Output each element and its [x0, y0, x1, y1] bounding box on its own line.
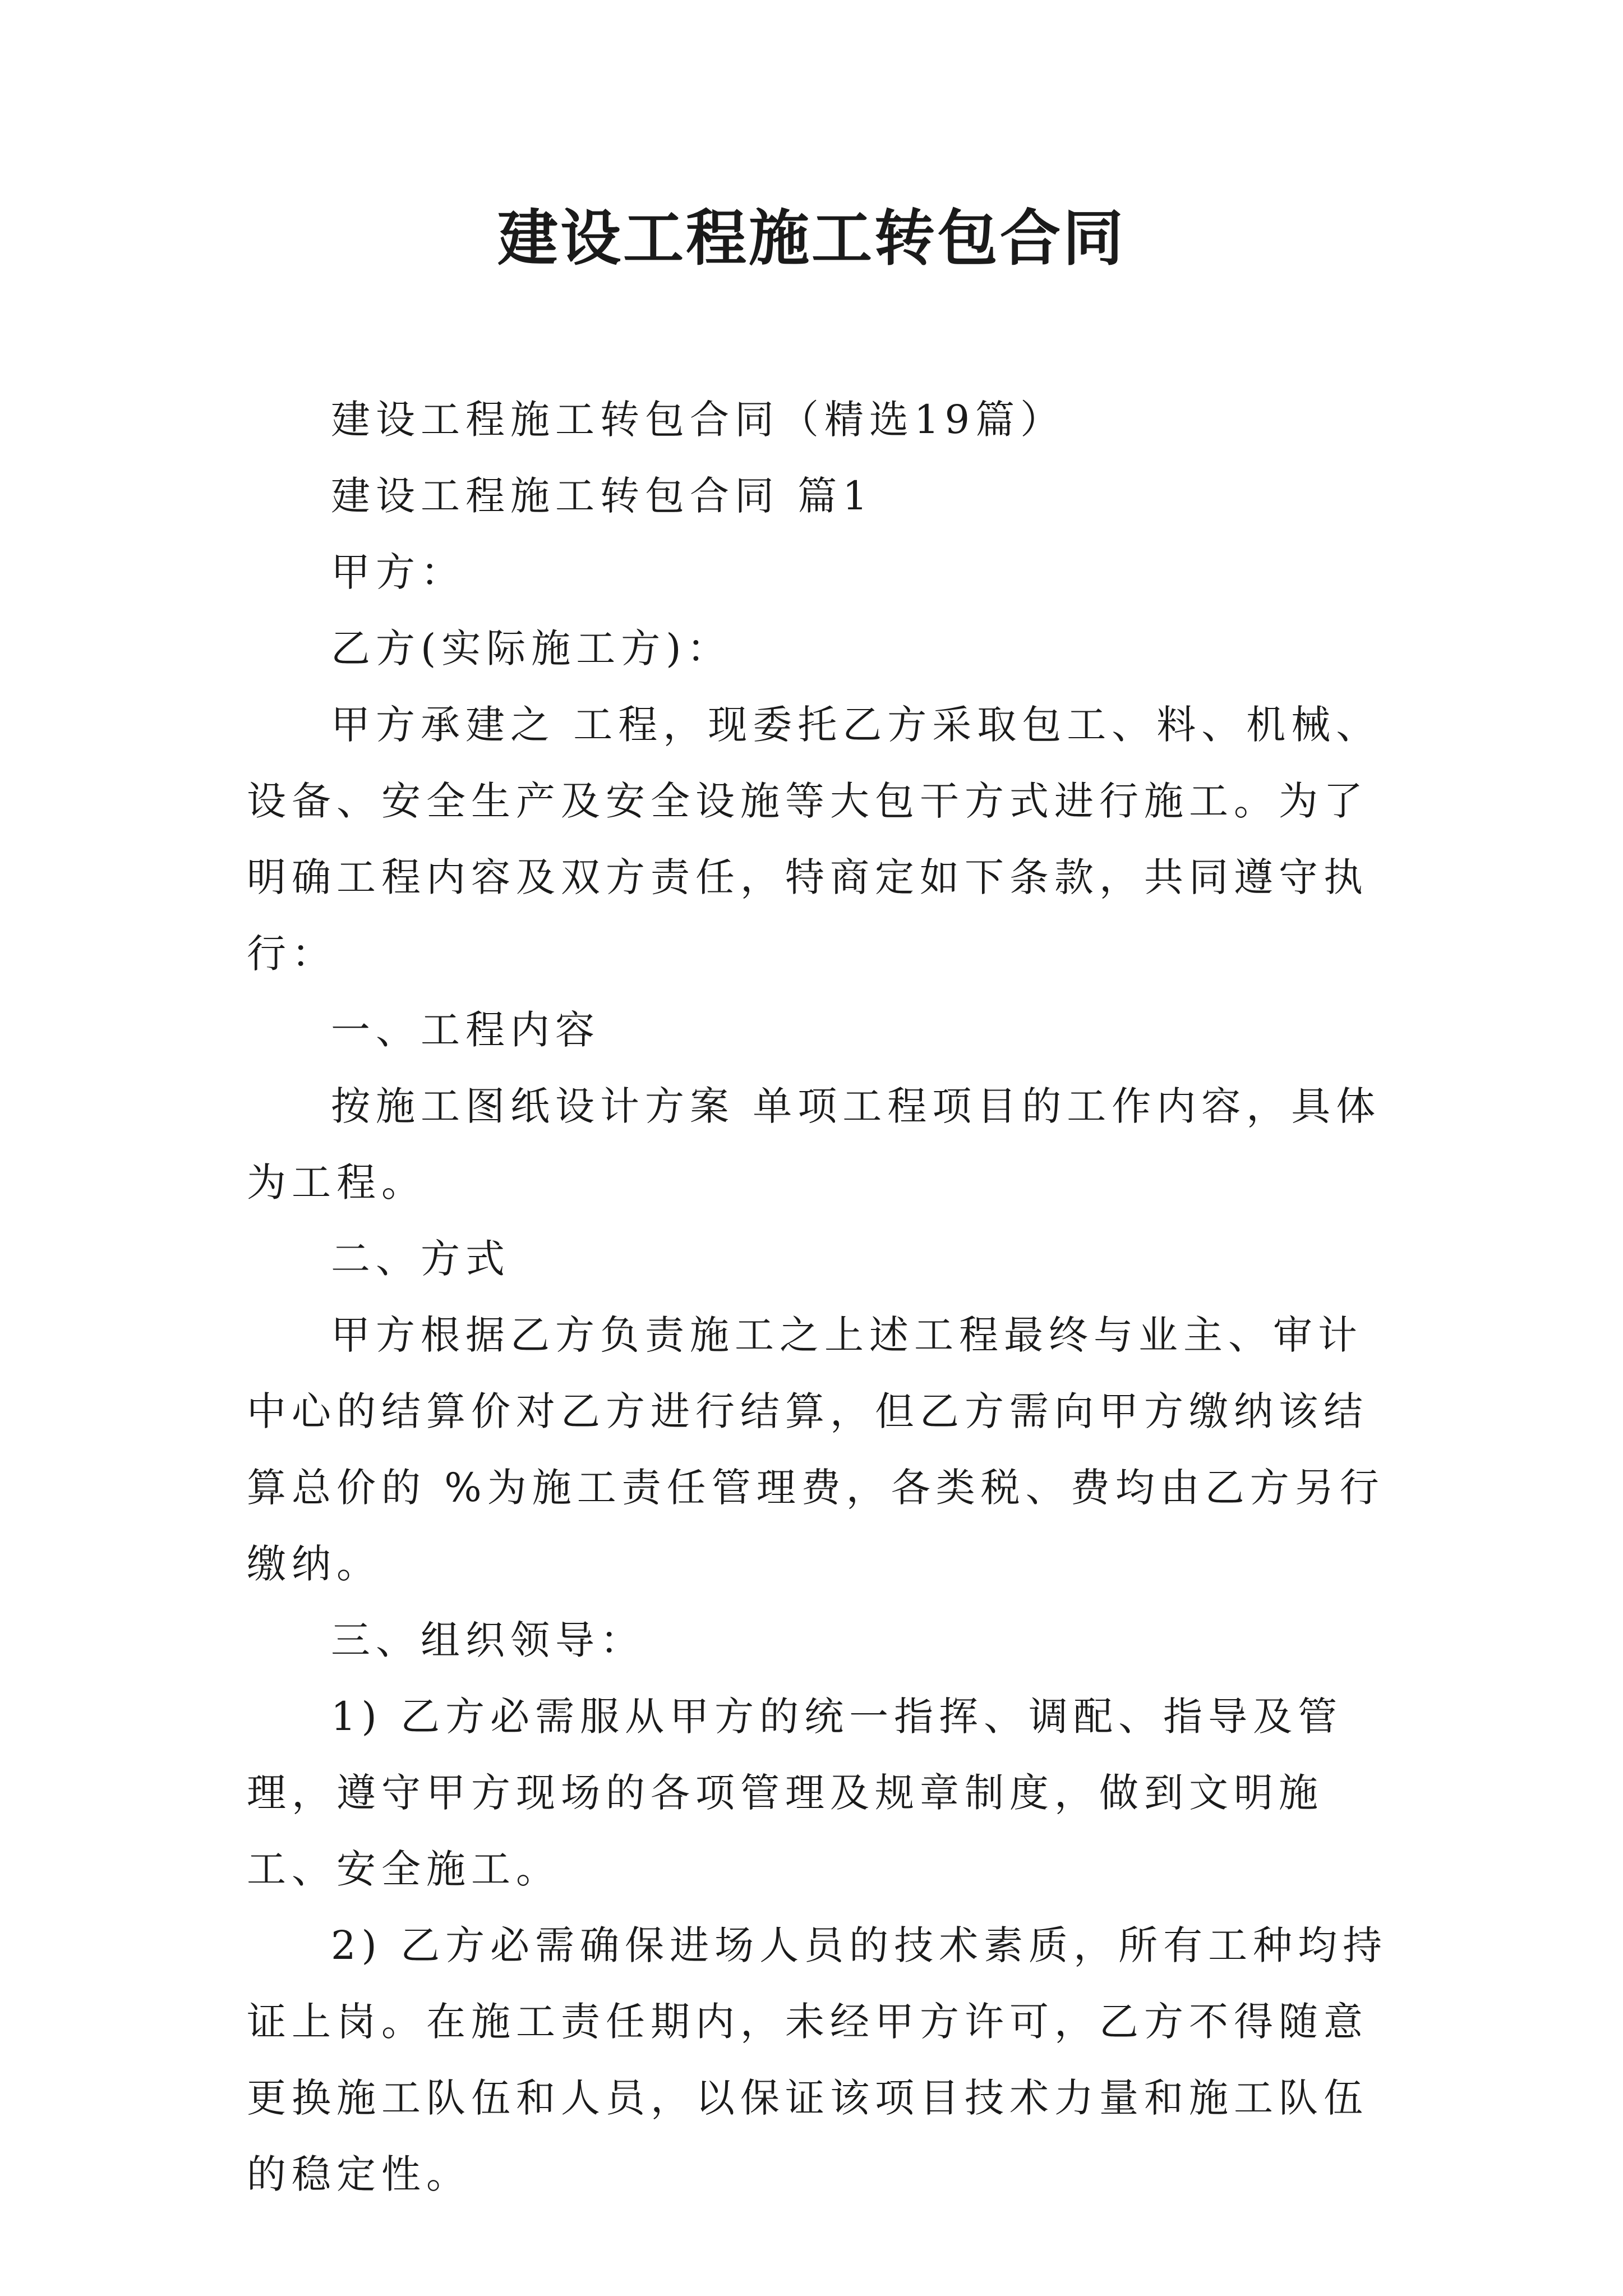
paragraph-intro: 甲方承建之 工程，现委托乙方采取包工、料、机械、设备、安全生产及安全设施等大包干方式进行施工。为了明确工程内容及双方责任，特商定如下条款，共同遵守执行： — [247, 702, 1381, 977]
document-title: 建设工程施工转包合同 — [497, 203, 1126, 274]
paragraph-item-1: 1) 乙方必需服从甲方的统一指挥、调配、指导及管理，遵守甲方现场的各项管理及规章制度，做到文明施工、安全施工。 — [247, 1694, 1343, 1892]
paragraph-heading-3: 三、组织领导： — [331, 1617, 645, 1663]
paragraph-content-2: 甲方根据乙方负责施工之上述工程最终与业主、审计中心的结算价对乙方进行结算，但乙方需向甲方缴纳该结算总价的 %为施工责任管理费，各类税、费均由乙方另行缴纳。 — [247, 1312, 1385, 1587]
document-body — [247, 381, 1396, 2212]
paragraph-item-2: 2) 乙方必需确保进场人员的技术素质，所有工种均持证上岗。在施工责任期内，未经甲方许可，乙方不得随意更换施工队伍和人员，以保证该项目技术力量和施工队伍的稳定性。 — [247, 1922, 1388, 2197]
paragraph-heading-1: 一、工程内容 — [331, 1007, 600, 1053]
paragraph-subtitle: 建设工程施工转包合同（精选19篇） — [331, 397, 1066, 443]
paragraph-party-b: 乙方(实际施工方)： — [331, 625, 732, 671]
paragraph-section-heading: 建设工程施工转包合同 篇1 — [331, 473, 873, 519]
paragraph-party-a: 甲方： — [331, 549, 465, 595]
paragraph-content-1: 按施工图纸设计方案 单项工程项目的工作内容，具体为工程。 — [247, 1083, 1381, 1205]
paragraph-heading-2: 二、方式 — [331, 1236, 510, 1282]
